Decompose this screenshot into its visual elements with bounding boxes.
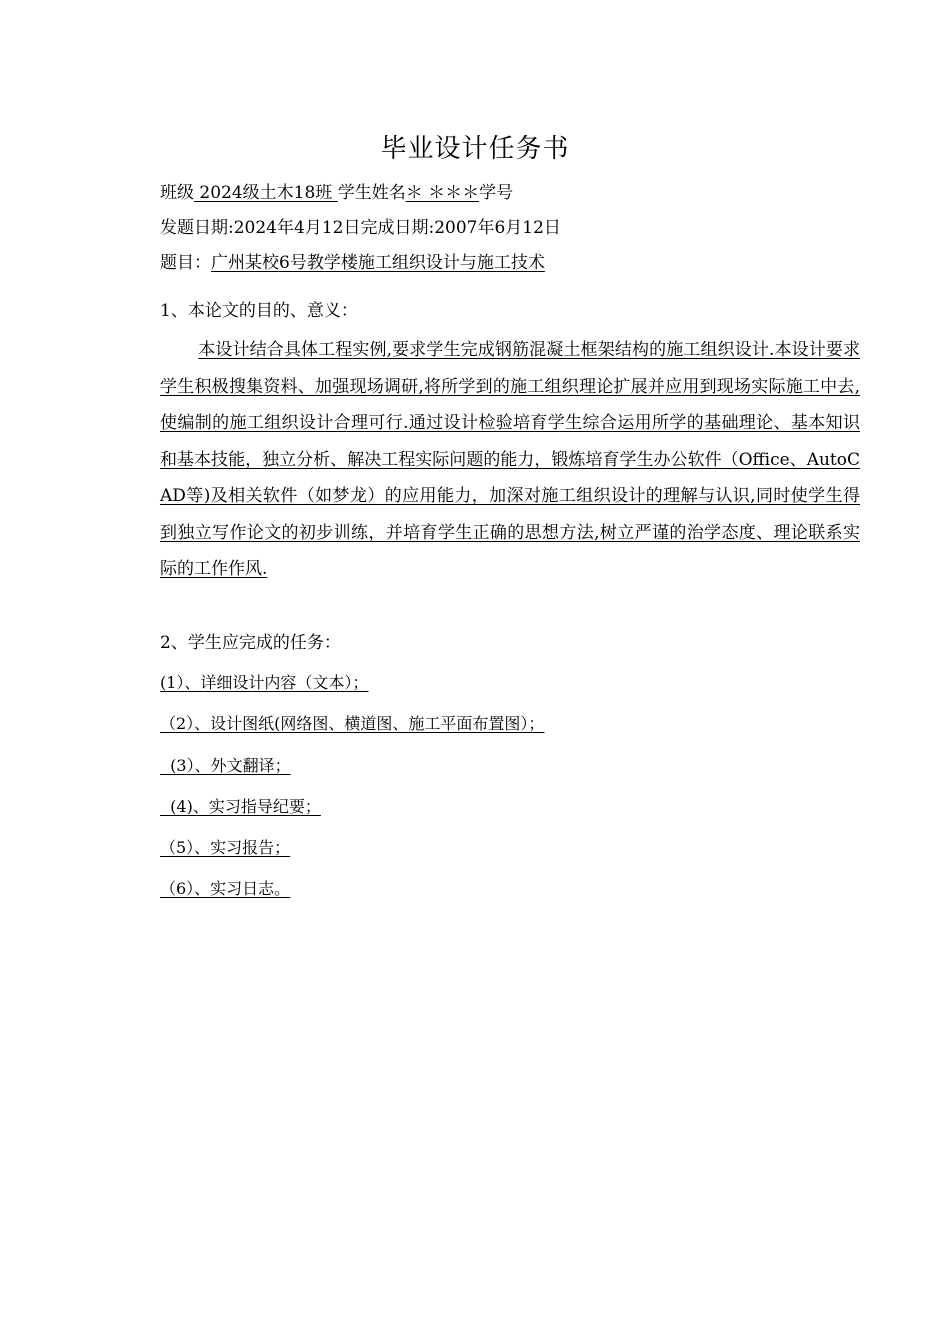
topic-line bbox=[160, 248, 545, 273]
finish-date-label: 完成日期: bbox=[360, 218, 435, 238]
class-value: 2024级土木18班 bbox=[194, 183, 338, 203]
task-item-6: （6）、实习日志。 bbox=[160, 879, 291, 898]
class-label: 班级 bbox=[160, 183, 194, 203]
issue-date-value: 2024年4月12日 bbox=[233, 218, 361, 238]
finish-date-value: 2007年6月12日 bbox=[434, 218, 561, 238]
topic-label: 题目： bbox=[160, 253, 211, 273]
student-value: ＊ ＊＊＊ bbox=[405, 183, 480, 203]
topic-value: 广州某校6号教学楼施工组织设计与施工技术 bbox=[211, 253, 545, 273]
issue-date-label: 发题日期: bbox=[160, 218, 234, 238]
date-info-line bbox=[160, 213, 561, 238]
section2-heading: 2、学生应完成的任务： bbox=[160, 633, 341, 653]
task-item-2: （2）、设计图纸(网络图、横道图、施工平面布置图）； bbox=[160, 714, 545, 733]
task-item-5: （5）、实习报告； bbox=[160, 838, 291, 857]
task-item-3: (3）、外文翻译； bbox=[160, 756, 291, 775]
task-item-4: (4)、实习指导纪要； bbox=[160, 797, 321, 816]
class-info-line bbox=[160, 178, 513, 203]
student-label: 学生姓名 bbox=[337, 183, 406, 203]
number-label: 学号 bbox=[479, 183, 514, 203]
document-title: 毕业设计任务书 bbox=[380, 134, 570, 164]
task-item-1: (1）、详细设计内容（文本）； bbox=[160, 673, 369, 692]
section1-heading: 1、本论文的目的、意义： bbox=[160, 301, 358, 321]
section1-body bbox=[160, 332, 860, 588]
section1-body-text: 本设计结合具体工程实例,要求学生完成钢筋混凝土框架结构的施工组织设计.本设计要求学生积极搜集资料、加强现场调研,将所学到的施工组织理论扩展并应用到现场实际施工中去,使编制的施工组织设计合理可行.通过设计检验培育学生综合运用所学的基础理论、基本知识和基本技能，独立分析、解决工程实际问题的能力，锻炼培育学生办公软件（Office、AutoCAD等)及相关软件（如梦龙）的应用能力，加深对施工组织设计的理解与认识,同时使学生得到独立写作论文的初步训练，并培育学生正确的思想方法,树立严谨的治学态度、理论联系实际的工作作风. bbox=[160, 340, 860, 579]
